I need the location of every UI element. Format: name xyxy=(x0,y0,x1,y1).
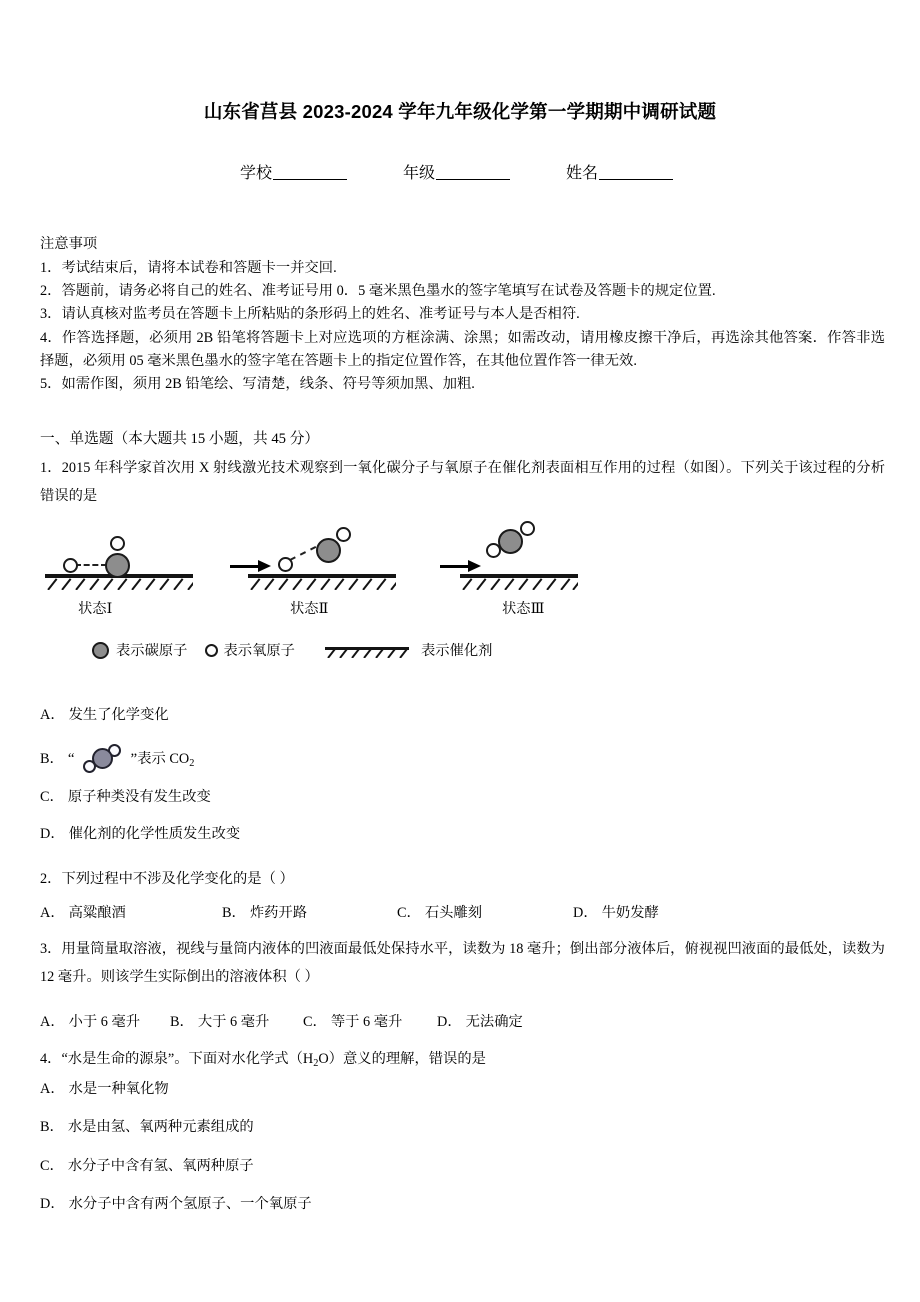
option-b-label: B． xyxy=(40,751,64,768)
question-3-options xyxy=(40,1011,885,1031)
question-4 xyxy=(40,1046,885,1074)
carbon-atom-icon xyxy=(316,538,341,563)
grade-label: 年级 xyxy=(403,165,436,182)
state-1-diagram xyxy=(45,520,215,592)
question-1-text: 2015 年科学家首次用 X 射线激光技术观察到一氧化碳分子与氧原子在催化剂表面相互作用的过程（如图）。下列关于该过程的分析错误的是 xyxy=(40,460,885,504)
note-item-1: 1．考试结束后，请将本试卷和答题卡一并交回. xyxy=(40,260,337,277)
legend-carbon-label: 表示碳原子 xyxy=(116,643,188,659)
grade-blank[interactable] xyxy=(436,179,510,180)
option-d-label: D． xyxy=(40,1195,65,1212)
carbon-atom-icon xyxy=(92,642,109,659)
question-3-text: 用量筒量取溶液，视线与量筒内液体的凹液面最低处保持水平，读数为 18 毫升；倒出部分液体后，俯视视凹液面的最低处，读数为 12 毫升。则该学生实际倒出的溶液体积（ ） xyxy=(40,941,885,985)
option-d-label: D． xyxy=(437,1014,462,1030)
option-b-label: B． xyxy=(170,1014,194,1030)
question-2-options xyxy=(40,902,885,922)
question-3-option-d[interactable] xyxy=(437,1011,523,1031)
catalyst-hatching-icon xyxy=(45,578,193,590)
legend-oxygen xyxy=(205,640,294,660)
legend-catalyst-label: 表示催化剂 xyxy=(420,643,493,659)
option-a-text: 发生了化学变化 xyxy=(68,707,169,723)
page-title: 山东省莒县 2023-2024 学年九年级化学第一学期期中调研试题 xyxy=(203,101,717,122)
option-a-label: A． xyxy=(40,1014,65,1030)
school-field xyxy=(240,160,347,183)
catalyst-hatching-icon xyxy=(248,578,396,590)
catalyst-surface-icon xyxy=(325,642,409,658)
question-3-option-a[interactable] xyxy=(40,1011,170,1031)
question-2-number: 2． xyxy=(40,871,62,887)
option-a-text: 高粱酿酒 xyxy=(68,905,126,921)
notes-heading: 注意事项 xyxy=(40,236,98,252)
carbon-atom-icon xyxy=(498,529,523,554)
note-item-5: 5．如需作图，须用 2B 铅笔绘、写清楚，线条、符号等须加黑、加粗. xyxy=(40,375,475,392)
option-b-text: 水是由氢、氧两种元素组成的 xyxy=(67,1119,254,1136)
question-3-option-c[interactable] xyxy=(303,1011,437,1031)
note-item-2: 2．答题前，请务必将自己的姓名、准考证号用 0．5 毫米黑色墨水的签字笔填写在试卷及答题卡的规定位置. xyxy=(40,283,716,300)
question-1 xyxy=(40,455,885,511)
option-c-label: C． xyxy=(40,1157,64,1174)
question-2-option-d[interactable] xyxy=(573,902,659,922)
legend-oxygen-label: 表示氧原子 xyxy=(223,643,295,659)
legend-catalyst xyxy=(325,640,492,660)
question-3-option-b[interactable] xyxy=(170,1011,303,1031)
figure-legend xyxy=(92,638,492,662)
option-d-text: 无法确定 xyxy=(465,1014,523,1030)
oxygen-atom-icon xyxy=(63,558,78,573)
question-4-options xyxy=(40,1082,885,1233)
oxygen-atom-icon xyxy=(205,644,218,657)
option-b-text: 表示 CO xyxy=(137,751,190,768)
option-a-text: 小于 6 毫升 xyxy=(68,1014,141,1030)
question-1-number: 1． xyxy=(40,460,62,476)
state-2-label: 状态Ⅱ xyxy=(290,601,329,617)
name-blank[interactable] xyxy=(599,179,673,180)
school-label: 学校 xyxy=(240,165,273,182)
question-2-option-b[interactable] xyxy=(222,902,397,922)
bond-dashed-line xyxy=(75,564,107,566)
option-b-subscript: 2 xyxy=(189,758,195,770)
question-1-option-a[interactable] xyxy=(40,708,885,722)
option-b-label: B． xyxy=(40,1119,64,1136)
notes-block xyxy=(40,233,885,396)
option-c-label: C． xyxy=(397,905,421,921)
question-3-stem xyxy=(40,936,885,992)
carbon-dioxide-molecule-icon xyxy=(75,744,131,770)
oxygen-atom-icon xyxy=(336,527,351,542)
option-d-label: D． xyxy=(40,825,65,842)
question-1-options xyxy=(40,708,885,863)
question-4-number: 4． xyxy=(40,1051,62,1067)
option-c-text: 石头雕刻 xyxy=(424,905,483,921)
carbon-atom-icon xyxy=(105,553,130,578)
question-4-text-suffix: O）意义的理解，错误的是 xyxy=(318,1051,486,1067)
question-1-option-d[interactable] xyxy=(40,827,885,841)
option-c-label: C． xyxy=(303,1014,327,1030)
question-4-option-d[interactable] xyxy=(40,1197,885,1211)
option-c-text: 水分子中含有氢、氧两种原子 xyxy=(67,1157,254,1174)
section-heading: 一、单选题（本大题共 15 小题，共 45 分） xyxy=(40,431,320,447)
question-2-option-c[interactable] xyxy=(397,902,573,922)
question-4-stem xyxy=(40,1046,885,1074)
name-label: 姓名 xyxy=(566,165,599,182)
option-b-label: B． xyxy=(222,905,246,921)
question-4-option-a[interactable] xyxy=(40,1082,885,1096)
question-4-text-prefix: “水是生命的源泉”。下面对水化学式（H xyxy=(61,1051,314,1067)
option-a-text: 水是一种氧化物 xyxy=(68,1081,169,1097)
state-2-diagram xyxy=(248,520,418,592)
question-1-option-b[interactable] xyxy=(40,744,885,770)
bond-dashed-line xyxy=(290,546,317,561)
option-c-text: 等于 6 毫升 xyxy=(330,1014,403,1030)
state-3-label: 状态Ⅲ xyxy=(502,601,545,617)
option-d-text: 催化剂的化学性质发生改变 xyxy=(68,825,241,842)
question-3 xyxy=(40,936,885,992)
option-c-label: C． xyxy=(40,789,64,806)
state-3-diagram xyxy=(460,520,630,592)
question-4-option-c[interactable] xyxy=(40,1159,885,1173)
question-2-option-a[interactable] xyxy=(40,902,222,922)
option-d-text: 牛奶发酵 xyxy=(601,905,659,921)
grade-field xyxy=(403,160,510,183)
legend-carbon xyxy=(92,640,187,660)
option-b-text: 炸药开路 xyxy=(249,905,308,921)
option-d-label: D． xyxy=(573,905,598,921)
identity-row xyxy=(240,160,740,183)
school-blank[interactable] xyxy=(273,179,347,180)
option-a-label: A． xyxy=(40,707,65,723)
note-item-4: 4．作答选择题，必须用 2B 铅笔将答题卡上对应选项的方框涂满、涂黑；如需改动，请用橡皮擦干净后，再选涂其他答案．作答非选择题，必须用 05 毫米黑色墨水的签字笔在答题卡上的指定位置作答，在其他位置作答一律无效. xyxy=(40,329,885,369)
option-d-text: 水分子中含有两个氢原子、一个氧原子 xyxy=(68,1195,312,1212)
oxygen-atom-icon xyxy=(278,557,293,572)
option-c-text: 原子种类没有发生改变 xyxy=(67,789,211,806)
question-2-stem xyxy=(40,866,885,894)
state-1-label: 状态Ⅰ xyxy=(78,601,113,617)
oxygen-atom-icon xyxy=(520,521,535,536)
option-a-label: A． xyxy=(40,1081,65,1097)
question-2-text: 下列过程中不涉及化学变化的是（ ） xyxy=(61,871,294,887)
question-4-option-b[interactable] xyxy=(40,1120,885,1134)
close-quote: ” xyxy=(130,751,138,768)
question-3-number: 3． xyxy=(40,941,62,957)
question-2 xyxy=(40,866,885,894)
question-1-stem xyxy=(40,455,885,511)
option-b-text: 大于 6 毫升 xyxy=(197,1014,270,1030)
name-field xyxy=(566,160,673,183)
reaction-process-figure xyxy=(40,520,600,630)
catalyst-hatching-icon xyxy=(460,578,578,590)
note-item-3: 3．请认真核对监考员在答题卡上所粘贴的条形码上的姓名、准考证号与本人是否相符. xyxy=(40,306,580,323)
question-1-option-c[interactable] xyxy=(40,790,885,804)
question-4-subscript: 2 xyxy=(313,1057,319,1069)
oxygen-atom-icon xyxy=(110,536,125,551)
open-quote: “ xyxy=(67,751,75,768)
option-a-label: A． xyxy=(40,905,65,921)
